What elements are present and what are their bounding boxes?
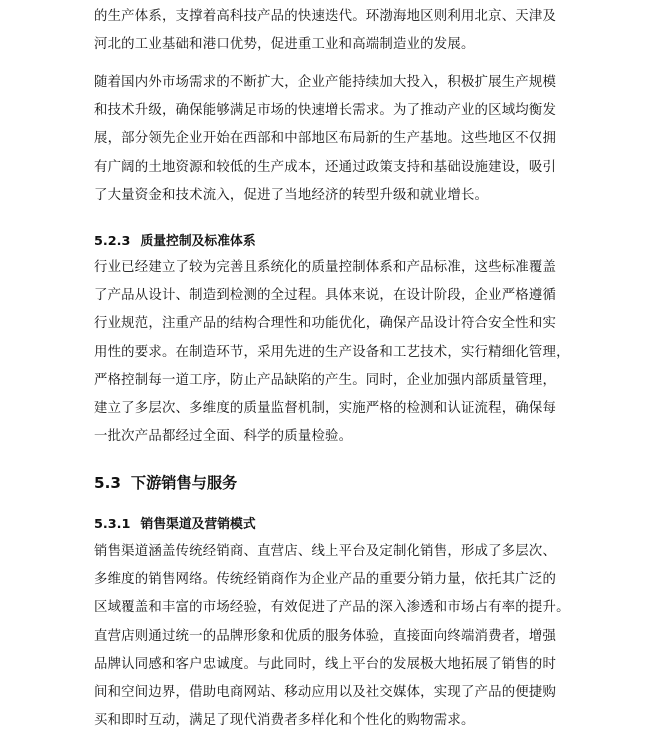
paragraph-line: 展，部分领先企业开始在西部和中部地区布局新的生产基地。这些地区不仅拥 (94, 131, 557, 147)
section-number: 5.2.3 (94, 234, 131, 249)
paragraph-line: 买和即时互动，满足了现代消费者多样化和个性化的购物需求。 (94, 713, 475, 729)
section-heading-5-3 (94, 472, 237, 494)
paragraph-line: 严格控制每一道工序，防止产品缺陷的产生。同时，企业加强内部质量管理， (94, 372, 557, 388)
section-number: 5.3.1 (94, 517, 131, 532)
paragraph-line: 有广阔的土地资源和较低的生产成本，还通过政策支持和基础设施建设，吸引 (94, 159, 557, 175)
paragraph-line: 随着国内外市场需求的不断扩大，企业产能持续加大投入，积极扩展生产规模 (94, 75, 557, 90)
paragraph-line: 行业已经建立了较为完善且系统化的质量控制体系和产品标准，这些标准覆盖 (94, 260, 557, 275)
section-title: 销售渠道及营销模式 (140, 517, 256, 532)
section-heading-5-2-3 (94, 232, 256, 252)
paragraph-line: 了产品从设计、制造到检测的全过程。具体来说，在设计阶段，企业严格遵循 (94, 288, 557, 304)
section-title: 下游销售与服务 (130, 474, 238, 492)
paragraph-line: 了大量资金和技术流入，促进了当地经济的转型升级和就业增长。 (94, 187, 489, 203)
paragraph-line: 河北的工业基础和港口优势，促进重工业和高端制造业的发展。 (94, 37, 475, 53)
paragraph-line: 多维度的销售网络。传统经销商作为企业产品的重要分销力量，依托其广泛的 (94, 572, 557, 588)
paragraph-quality-control (94, 254, 570, 451)
paragraph-line: 区域覆盖和丰富的市场经验，有效促进了产品的深入渗透和市场占有率的提升。 (94, 600, 570, 616)
paragraph-line: 品牌认同感和客户忠诚度。与此同时，线上平台的发展极大地拓展了销售的时 (94, 656, 557, 672)
paragraph-line: 直营店则通过统一的品牌形象和优质的服务体验，直接面向终端消费者，增强 (94, 628, 557, 644)
paragraph-line: 销售渠道涵盖传统经销商、直营店、线上平台及定制化销售，形成了多层次、 (94, 544, 557, 559)
paragraph-line: 的生产体系，支撑着高科技产品的快速迭代。环渤海地区则利用北京、天津及 (94, 9, 557, 24)
paragraph-sales-channels (94, 538, 570, 735)
paragraph-line: 建立了多层次、多维度的质量监督机制，实施严格的检测和认证流程，确保每 (94, 400, 557, 416)
paragraph-line: 间和空间边界，借助电商网站、移动应用以及社交媒体，实现了产品的便捷购 (94, 684, 557, 700)
paragraph-line: 和技术升级，确保能够满足市场的快速增长需求。为了推动产业的区域均衡发 (94, 103, 557, 119)
section-heading-5-3-1 (94, 515, 256, 535)
paragraph-line: 用性的要求。在制造环节，采用先进的生产设备和工艺技术，实行精细化管理， (94, 344, 570, 360)
paragraph-line: 行业规范，注重产品的结构合理性和功能优化，确保产品设计符合安全性和实 (94, 316, 557, 332)
paragraph-line: 一批次产品都经过全面、科学的质量检验。 (94, 429, 353, 445)
section-title: 质量控制及标准体系 (140, 234, 256, 249)
paragraph-capacity-expansion (94, 69, 556, 210)
section-number: 5.3 (94, 474, 121, 492)
paragraph-regional-production (94, 3, 556, 59)
